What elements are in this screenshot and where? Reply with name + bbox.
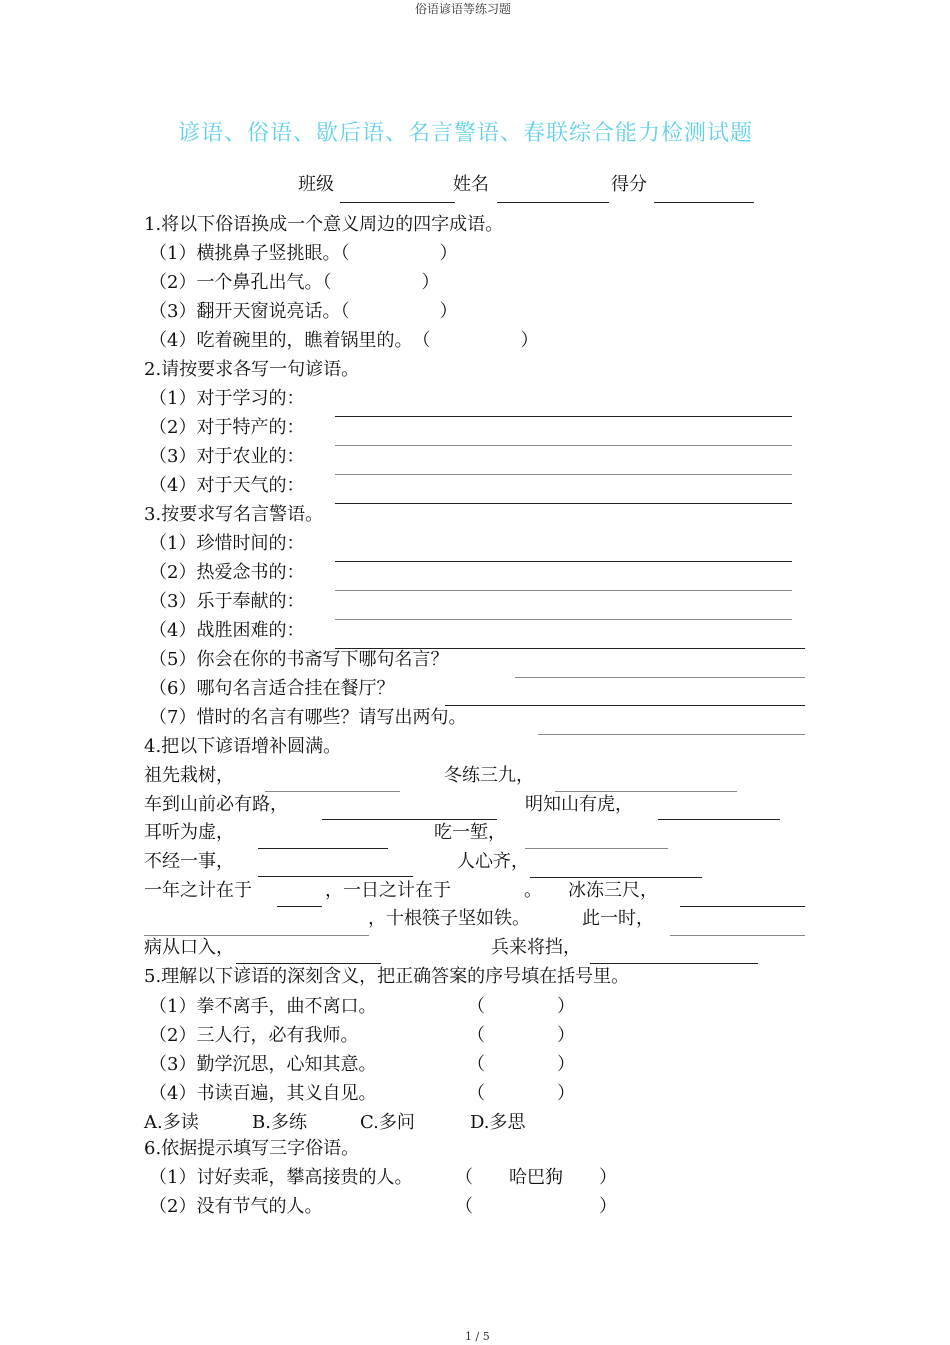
q3-item-5: （5）你会在你的书斋写下哪句名言？ bbox=[149, 649, 449, 670]
q5-option-d: D.多思 bbox=[470, 1112, 526, 1133]
q5-paren-1[interactable]: （ ） bbox=[467, 996, 575, 1017]
q4-proverb-3: 车到山前必有路， bbox=[144, 794, 288, 815]
q2-item-4: （4）对于天气的： bbox=[149, 475, 305, 496]
q3-answer-line-6[interactable] bbox=[445, 705, 805, 706]
class-label: 班级 bbox=[298, 174, 334, 195]
q2-answer-line-3[interactable] bbox=[335, 474, 792, 475]
q4-blank-6[interactable] bbox=[525, 848, 668, 849]
q3-answer-line-3[interactable] bbox=[335, 619, 792, 620]
q4-proverb-13: ，十根筷子坚如铁。 bbox=[368, 908, 530, 929]
q2-item-1: （1）对于学习的： bbox=[149, 388, 305, 409]
q5-paren-4[interactable]: （ ） bbox=[467, 1083, 575, 1104]
q4-proverb-10: ，一日之计在于 bbox=[325, 880, 451, 901]
score-label: 得分 bbox=[611, 174, 647, 195]
q4-proverb-2: 冬练三九， bbox=[444, 765, 534, 786]
q3-item-1: （1）珍惜时间的： bbox=[149, 533, 305, 554]
q6-answer-1[interactable]: （ 哈巴狗 ） bbox=[455, 1167, 617, 1188]
q2-answer-line-1[interactable] bbox=[335, 416, 792, 417]
name-field[interactable] bbox=[497, 202, 609, 203]
q4-proverb-1: 祖先栽树， bbox=[144, 765, 234, 786]
q1-item-3: （3）翻开天窗说亮话。（ ） bbox=[149, 301, 458, 322]
q4-proverb-12: 冰冻三尺， bbox=[568, 880, 658, 901]
q5-item-1: （1）拳不离手，曲不离口。 bbox=[149, 996, 377, 1017]
q4-proverb-15: 病从口入， bbox=[144, 937, 234, 958]
q6-item-1: （1）讨好卖乖，攀高接贵的人。 bbox=[149, 1167, 413, 1188]
q3-answer-line-2[interactable] bbox=[335, 590, 792, 591]
q3-item-7: （7）惜时的名言有哪些？请写出两句。 bbox=[149, 707, 467, 728]
q4-blank-9[interactable] bbox=[277, 906, 322, 907]
q1-item-4: （4）吃着碗里的，瞧着锅里的。 （ ） bbox=[149, 330, 539, 351]
q2-answer-line-2[interactable] bbox=[335, 445, 792, 446]
q2-item-2: （2）对于特产的： bbox=[149, 417, 305, 438]
q2-heading: 2.请按要求各写一句谚语。 bbox=[144, 359, 360, 380]
q3-item-6: （6）哪句名言适合挂在餐厅？ bbox=[149, 678, 395, 699]
q4-proverb-4: 明知山有虎， bbox=[525, 794, 633, 815]
q4-proverb-11: 。 bbox=[524, 880, 542, 901]
q4-blank-5[interactable] bbox=[258, 848, 388, 849]
q2-item-3: （3）对于农业的： bbox=[149, 446, 305, 467]
q5-item-3: （3）勤学沉思，心知其意。 bbox=[149, 1054, 377, 1075]
q3-item-2: （2）热爱念书的： bbox=[149, 562, 305, 583]
q4-blank-4[interactable] bbox=[658, 819, 780, 820]
q1-item-2: （2）一个鼻孔出气。（ ） bbox=[149, 272, 440, 293]
page-number: 1 / 5 bbox=[465, 1330, 490, 1343]
q5-option-b: B.多练 bbox=[252, 1112, 307, 1133]
document-header: 俗语谚语等练习题 bbox=[415, 2, 512, 16]
q6-answer-2[interactable]: （ ） bbox=[455, 1196, 617, 1217]
q3-answer-line-1[interactable] bbox=[335, 561, 792, 562]
q5-item-4: （4）书读百遍，其义自见。 bbox=[149, 1083, 377, 1104]
q4-proverb-7: 不经一事， bbox=[144, 851, 234, 872]
q2-answer-line-4[interactable] bbox=[335, 503, 792, 504]
q4-heading: 4.把以下谚语增补圆满。 bbox=[144, 736, 342, 757]
q4-proverb-9: 一年之计在于 bbox=[144, 880, 252, 901]
q4-blank-10[interactable] bbox=[680, 906, 805, 907]
name-label: 姓名 bbox=[453, 174, 489, 195]
q5-option-a: A.多读 bbox=[144, 1112, 199, 1133]
q4-proverb-16: 兵来将挡， bbox=[491, 937, 581, 958]
q4-proverb-8: 人心齐， bbox=[457, 851, 529, 872]
q4-proverb-6: 吃一堑， bbox=[434, 822, 506, 843]
q3-answer-line-7[interactable] bbox=[538, 734, 805, 735]
q3-item-4: （4）战胜困难的： bbox=[149, 620, 305, 641]
q4-blank-12[interactable] bbox=[670, 935, 805, 936]
q6-heading: 6.依据提示填写三字俗语。 bbox=[144, 1138, 360, 1159]
q1-heading: 1.将以下俗语换成一个意义周边的四字成语。 bbox=[144, 214, 504, 235]
q5-paren-2[interactable]: （ ） bbox=[467, 1025, 575, 1046]
score-field[interactable] bbox=[654, 202, 754, 203]
q5-option-c: C.多问 bbox=[360, 1112, 415, 1133]
q1-item-1: （1）横挑鼻子竖挑眼。（ ） bbox=[149, 243, 458, 264]
q3-answer-line-5[interactable] bbox=[515, 677, 805, 678]
q3-item-3: （3）乐于奉献的： bbox=[149, 591, 305, 612]
page-title: 谚语、俗语、歇后语、名言警语、春联综合能力检测试题 bbox=[178, 121, 754, 146]
class-field[interactable] bbox=[340, 202, 455, 203]
q3-heading: 3.按要求写名言警语。 bbox=[144, 504, 324, 525]
q6-item-2: （2）没有节气的人。 bbox=[149, 1196, 323, 1217]
q4-proverb-14: 此一时， bbox=[582, 908, 654, 929]
q5-heading: 5.理解以下谚语的深刻含义，把正确答案的序号填在括号里。 bbox=[144, 966, 630, 987]
q5-item-2: （2）三人行，必有我师。 bbox=[149, 1025, 359, 1046]
q5-paren-3[interactable]: （ ） bbox=[467, 1054, 575, 1075]
q4-proverb-5: 耳听为虚， bbox=[144, 822, 234, 843]
